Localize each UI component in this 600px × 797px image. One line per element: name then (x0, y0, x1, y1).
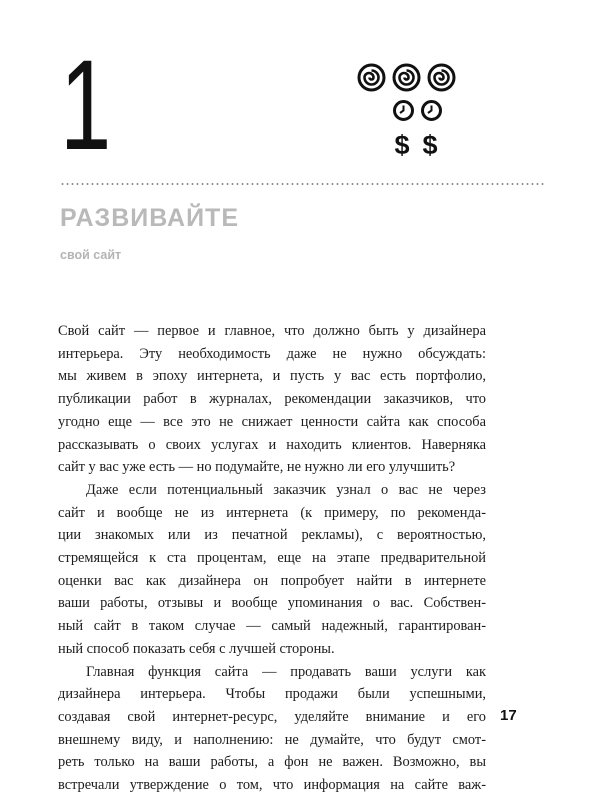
text-line: дизайнера интерьера. Чтобы продажи были успешными, (58, 686, 486, 703)
dollar-icon: $ (394, 130, 410, 160)
text-line: рассказывать о своих услугах и находить клиентов. Наверняка (58, 436, 486, 453)
page-number: 17 (500, 707, 517, 724)
paragraph (58, 479, 486, 661)
dollar-icon-row (391, 132, 441, 159)
text-line: ваши работы, отзывы и вообще упоминания о вас. Собствен- (58, 595, 486, 612)
text-line: стремящейся к ста процентам, еще на этапе предварительной (58, 550, 486, 567)
text-line: сайт у вас уже есть — но подумайте, не нужно ли его улучшить? (58, 459, 456, 476)
text-line: Свой сайт — первое и главное, что должно быть у дизайнера (58, 323, 486, 339)
spiral-icon (426, 62, 457, 98)
text-line: оценки вас как дизайнера он попробует найти в интернете (58, 572, 486, 589)
spiral-icon (391, 62, 422, 98)
spiral-icon (356, 62, 387, 98)
text-line: ный способ показать себя с лучшей стороны. (58, 640, 335, 657)
text-line: угодно еще — все это не снижает ценности сайта как способа (58, 413, 486, 430)
text-line: создавая свой интернет-ресурс, уделяйте внимание и его (58, 708, 486, 725)
dotted-divider (60, 183, 546, 185)
text-line: интерьера. Эту необходимость даже не нужно обсуждать: (58, 345, 486, 362)
text-line: Главная функция сайта — продавать ваши услуги как (86, 663, 486, 680)
chapter-subtitle: свой сайт (60, 248, 122, 262)
text-line: встречали утверждение о том, что информация на сайте важ- (58, 777, 486, 794)
chapter-number: 1 (60, 34, 110, 177)
text-line: сайт и вообще не из интернета (к примеру, по рекоменда- (58, 504, 486, 521)
text-line: внешнему виду, и наполнению: не думайте, что будут смот- (58, 731, 486, 748)
paragraph (58, 661, 486, 797)
text-line: реть только на ваши работы, а фон не важен. Возможно, вы (58, 754, 486, 771)
chapter-title: РАЗВИВАЙТЕ (60, 204, 239, 232)
dollar-icon: $ (422, 130, 438, 160)
rating-icons (354, 62, 454, 172)
text-line: Даже если потенциальный заказчик узнал о вас не через (86, 481, 486, 498)
body-text (58, 320, 486, 797)
spiral-icon-row (356, 62, 457, 98)
clock-icon (392, 99, 415, 127)
text-line: мы живем в эпоху интернета, и пусть у вас есть портфолио, (58, 368, 486, 385)
text-line: публикации работ в журналах, рекомендации заказчиков, что (58, 391, 486, 408)
clock-icon (420, 99, 443, 127)
text-line: ный сайт в таком случае — самый надежный, гарантирован- (58, 618, 486, 635)
text-line: ции знакомых или из печатной рекламы), с вероятностью, (58, 527, 486, 544)
clock-icon-row (392, 99, 443, 127)
paragraph (58, 320, 486, 479)
